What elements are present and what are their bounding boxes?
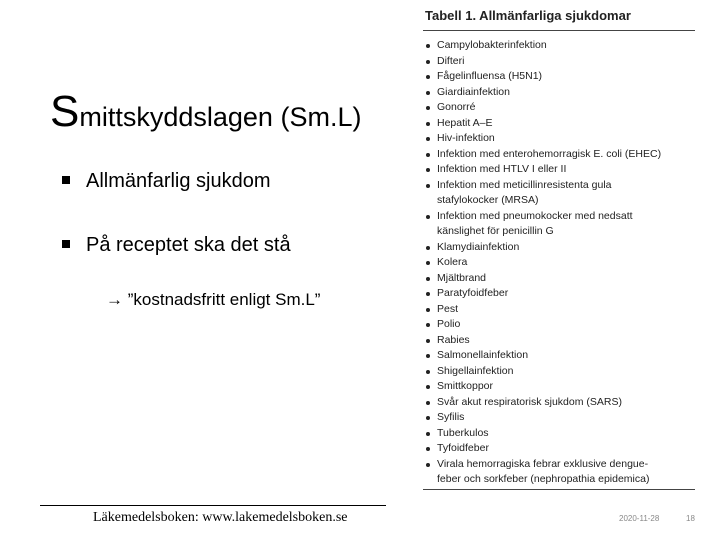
disease-list-item: Smittkoppor xyxy=(423,379,691,395)
disease-list-item: Infektion med HTLV I eller II xyxy=(423,162,691,178)
disease-list-item: Shigellainfektion xyxy=(423,364,691,380)
disease-list-item: Kolera xyxy=(423,255,691,271)
arrow-right-icon: → xyxy=(106,290,123,309)
disease-list-item: Salmonellainfektion xyxy=(423,348,691,364)
disease-list xyxy=(423,38,691,488)
disease-list-item: Svår akut respiratorisk sjukdom (SARS) xyxy=(423,395,691,411)
slide-title xyxy=(50,87,420,137)
slide-number: 18 xyxy=(686,514,695,523)
disease-list-item: Mjältbrand xyxy=(423,271,691,287)
disease-list-item: Difteri xyxy=(423,54,691,70)
disease-list-item: Infektion med meticillinresistenta gula xyxy=(423,178,691,194)
table-top-rule xyxy=(423,30,695,31)
disease-list-item: Infektion med enterohemorragisk E. coli (EHEC) xyxy=(423,147,691,163)
disease-list-item: Klamydiainfektion xyxy=(423,240,691,256)
footer-date: 2020-11-28 xyxy=(619,514,660,523)
sub-bullet xyxy=(106,288,320,312)
disease-list-item: känslighet för penicillin G xyxy=(437,225,554,237)
disease-list-item: Pest xyxy=(423,302,691,318)
disease-list-item: Rabies xyxy=(423,333,691,349)
disease-list-item: Giardiainfektion xyxy=(423,85,691,101)
footer-source: Läkemedelsboken: www.lakemedelsboken.se xyxy=(93,510,348,525)
bullet-text: Allmänfarlig sjukdom xyxy=(86,170,271,192)
slide-title-initial: S xyxy=(50,87,80,136)
slide-title-rest: mittskyddslagen (Sm.L) xyxy=(79,102,362,132)
disease-list-item: Syfilis xyxy=(423,410,691,426)
disease-list-item: feber och sorkfeber (nephropathia epidemica) xyxy=(437,473,650,485)
bullet-item xyxy=(62,230,291,260)
disease-list-item: Virala hemorragiska febrar exklusive dengue- xyxy=(423,457,691,473)
square-bullet-icon xyxy=(62,176,70,184)
table-title: Tabell 1. Allmänfarliga sjukdomar xyxy=(425,8,631,23)
disease-list-item: Paratyfoidfeber xyxy=(423,286,691,302)
sub-bullet-text: ”kostnadsfritt enligt Sm.L” xyxy=(127,290,321,309)
disease-list-item: Hepatit A–E xyxy=(423,116,691,132)
disease-list-item: Fågelinfluensa (H5N1) xyxy=(423,69,691,85)
disease-list-item: Polio xyxy=(423,317,691,333)
disease-list-item: Gonorré xyxy=(423,100,691,116)
table-bottom-rule xyxy=(423,489,695,490)
bullet-text: På receptet ska det stå xyxy=(86,234,291,256)
square-bullet-icon xyxy=(62,240,70,248)
disease-list-item: stafylokocker (MRSA) xyxy=(437,194,539,206)
disease-list-item: Infektion med pneumokocker med nedsatt xyxy=(423,209,691,225)
disease-list-item: Tyfoidfeber xyxy=(423,441,691,457)
disease-table-image xyxy=(409,0,697,494)
disease-list-item: Hiv-infektion xyxy=(423,131,691,147)
bullet-item xyxy=(62,166,271,196)
footer-divider xyxy=(40,505,386,506)
disease-list-item: Campylobakterinfektion xyxy=(423,38,691,54)
disease-list-item: Tuberkulos xyxy=(423,426,691,442)
